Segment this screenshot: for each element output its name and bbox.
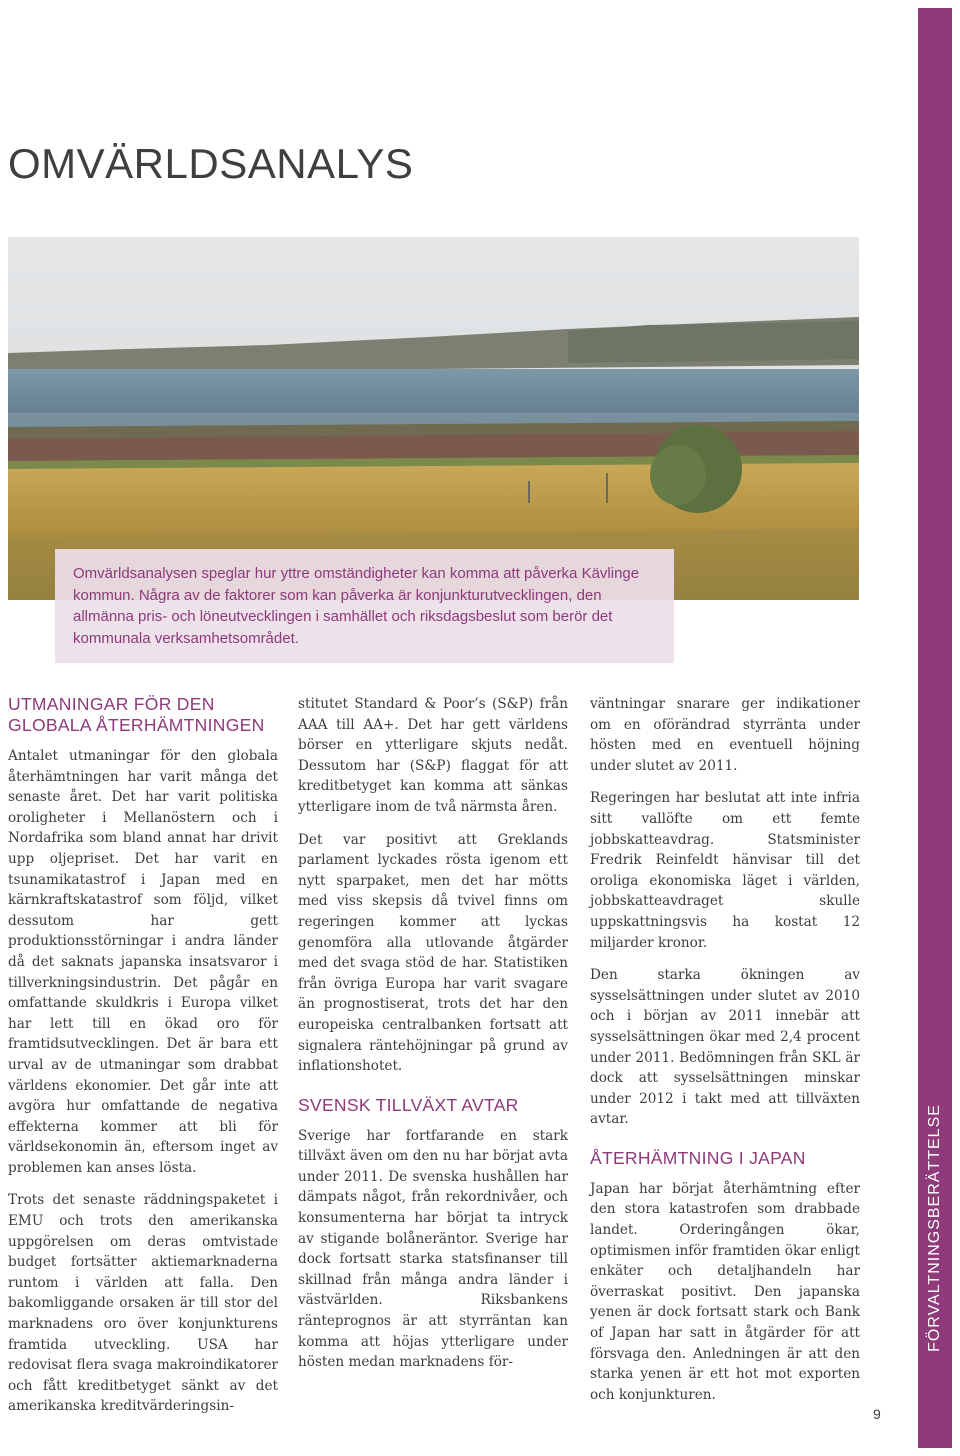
intro-text: Omvärldsanalysen speglar hur yttre omständigheter kan komma att påverka Kävlinge kommun. Några av de faktorer som kan påverka är konjunkturutvecklingen, den allmänna pris- och löneutvecklingen i samhället och riksdagsbeslut som berör det kommunala verksamhetsområdet. xyxy=(73,565,640,647)
landscape-photo xyxy=(8,237,859,600)
paragraph-global-2-cont: stitutet Standard & Poor’s (S&P) från AAA till AA+. Det har gett världens börser en ytterligare skjuts nedåt. Dessutom har (S&P) flaggat för att kreditbetyget kan komma att sänkas ytterligare inom de två närmsta åren. xyxy=(298,696,568,815)
hero-photo xyxy=(8,237,859,600)
heading-swedish-growth: SVENSK TILLVÄXT AVTAR xyxy=(298,1094,519,1115)
column-3 xyxy=(590,694,860,1417)
side-band xyxy=(918,8,952,1448)
heading-global-challenges xyxy=(8,694,278,736)
page-title: OMVÄRLDSANALYS xyxy=(8,140,414,187)
column-1 xyxy=(8,694,278,1429)
paragraph-global-3: Det var positivt att Greklands parlament lyckades rösta igenom ett nytt sparpaket, men det har mötts med viss skepsis då tvivel finns om regeringen kommer att lyckas genomföra alla utlovande åtgärder med det svaga stöd de har. Statistiken från övriga Europa har varit svagare än prognostiserat, trots det har den europeiska centralbanken fortsatt att signalera räntehöjningar på grund av inflationshotet. xyxy=(298,831,568,1075)
paragraph-sweden-1-cont: väntningar snarare ger indikationer om en oförändrad styrränta under hösten med en eventuell höjning under slutet av 2011. xyxy=(590,696,860,774)
intro-box xyxy=(55,549,674,663)
heading-global-line1: UTMANINGAR FÖR DEN xyxy=(8,694,215,714)
paragraph-sweden-2: Regeringen har beslutat att inte infria sitt vallöfte om ett femte jobbskatteavdrag. Statsminister Fredrik Reinfeldt hänvisar till det oroliga ekonomiska läget i världen, jobbskatteavdraget skulle uppskattningsvis ha kostat 12 miljarder kronor. xyxy=(590,790,860,951)
column-2 xyxy=(298,694,568,1385)
paragraph-global-2: Trots det senaste räddningspaketet i EMU och trots den amerikanska uppgörelsen om deras omtvistade budget fortsätter aktiemarknaderna runtom i världen att falla. Den bakomliggande orsaken är till stor del marknadens oro över konjunkturens framtida utveckling. USA har redovisat flera svaga makroindikatorer och fått kreditbetyget sänkt av det amerikanska kreditvärderingsin- xyxy=(8,1192,278,1415)
paragraph-sweden-1: Sverige har fortfarande en stark tillväxt även om den nu har börjat avta under 2011. De svenska hushållen har dämpats något, från rekordnivåer, och konsumenterna har börjat ta intryck av stigande bolåneräntor. Sverige har dock fortsatt starka statsfinanser till skillnad från många andra länder i västvärlden. Riksbankens ränteprognos är att styrräntan kan komma att höjas ytterligare under hösten medan marknadens för- xyxy=(298,1127,568,1371)
paragraph-sweden-3: Den starka ökningen av sysselsättningen under slutet av 2010 och i början av 2011 innebär att sysselsättningen ökar med 2,4 procent under 2011. Bedömningen från SKL är dock att sysselsättningen minskar under 2012 i takt med att tillväxten avtar. xyxy=(590,967,860,1128)
heading-global-line2: GLOBALA ÅTERHÄMTNINGEN xyxy=(8,715,265,735)
heading-japan-recovery: ÅTERHÄMTNING I JAPAN xyxy=(590,1147,806,1168)
page-number: 9 xyxy=(873,1406,881,1422)
side-band-label: FÖRVALTNINGSBERÄTTELSE xyxy=(926,1104,943,1352)
paragraph-global-1: Antalet utmaningar för den globala återhämtningen har varit många det senaste året. Det har varit politiska oroligheter i Mellanöstern och i Nordafrika som bland annat har drivit upp oljepriset. Det har varit en tsunamikatastrof i Japan med en kärnkraftskatastrof som följd, vilket dessutom har gett produktionsstörningar i andra länder då det saknats japanska insatsvaror i tillverkningsindustrin. Det pågår en omfattande skuldkris i Europa vilket har lett till en ökad oro för framtidsutvecklingen. Det är bara ett urval av de utmaningar som drabbat världens ekonomier. Det går inte att avgöra hur omfattande de negativa effekterna kommer att bli för världsekonomin än, eftersom inget av problemen kan anses lösta. xyxy=(8,748,278,1176)
paragraph-japan-1: Japan har börjat återhämtning efter den stora katastrofen som drabbade landet. Orderingången ökar, optimismen inför framtiden ökar enligt enkäter och detaljhandeln har överraskat positivt. Den japanska yenen är dock fortsatt stark och Bank of Japan har satt in åtgärder för att försvaga den. Anledningen är att den starka yenen är ett hot mot exporten och konjunkturen. xyxy=(590,1180,860,1403)
